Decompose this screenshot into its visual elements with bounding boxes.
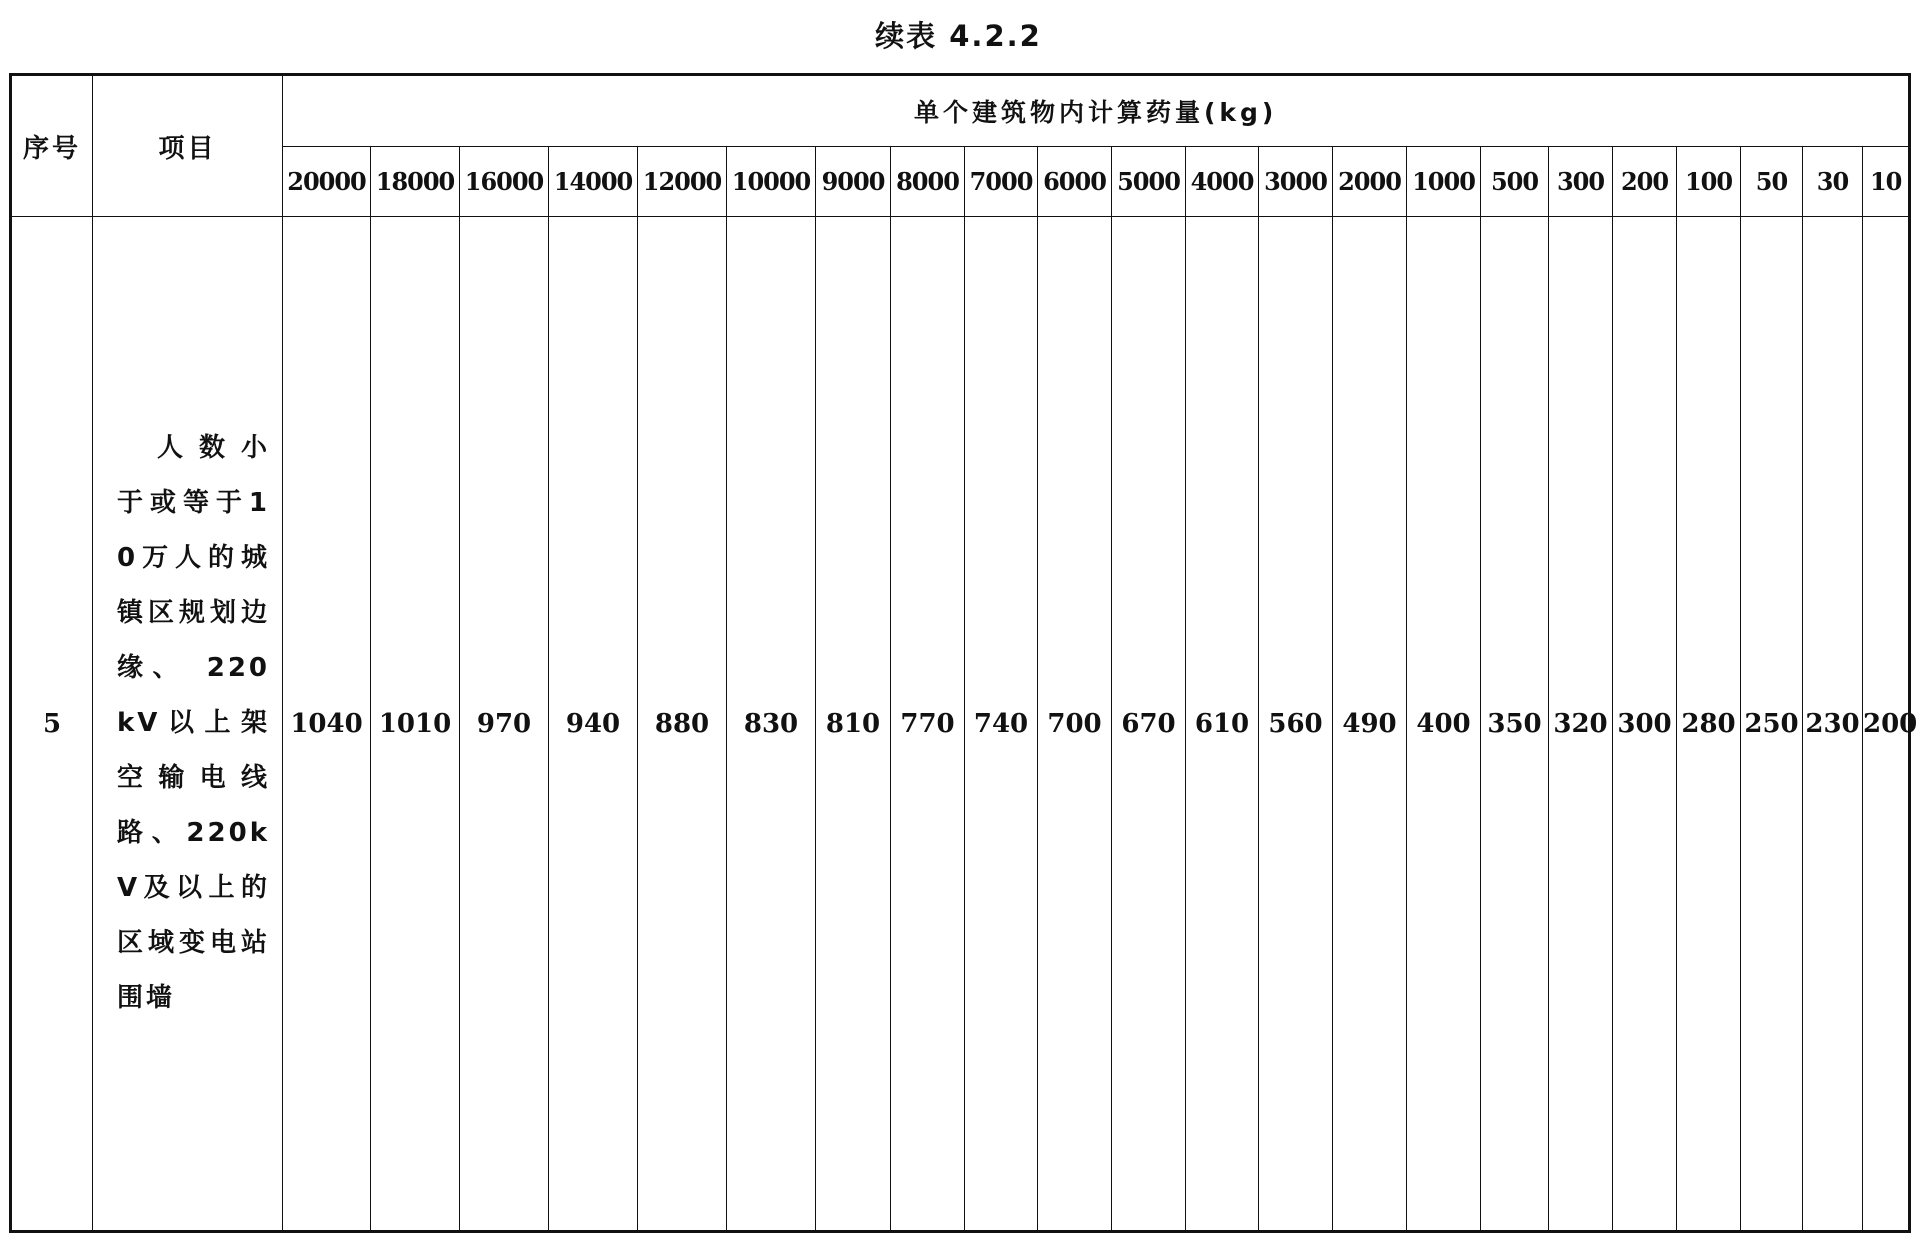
distance-value-cell: 830 bbox=[727, 217, 816, 1232]
item-cell bbox=[93, 217, 283, 1232]
item-description: 人数小于或等于10万人的城镇区规划边缘、 220kV以上架空输电线路、220kV及以上的区域变电站围墙 bbox=[117, 433, 270, 1013]
quantity-header: 7000 bbox=[965, 147, 1038, 217]
quantity-header: 200 bbox=[1613, 147, 1677, 217]
distance-value-cell: 490 bbox=[1333, 217, 1407, 1232]
distance-value-cell: 1010 bbox=[371, 217, 460, 1232]
distance-value-cell: 970 bbox=[460, 217, 549, 1232]
quantity-header: 4000 bbox=[1186, 147, 1259, 217]
quantity-header: 6000 bbox=[1038, 147, 1112, 217]
distance-value-cell: 350 bbox=[1481, 217, 1549, 1232]
quantity-header: 16000 bbox=[460, 147, 549, 217]
quantity-header: 8000 bbox=[891, 147, 965, 217]
distance-value-cell: 770 bbox=[891, 217, 965, 1232]
quantity-header: 14000 bbox=[549, 147, 638, 217]
distance-value-cell: 280 bbox=[1677, 217, 1741, 1232]
quantity-header: 9000 bbox=[816, 147, 891, 217]
distance-value-cell: 560 bbox=[1259, 217, 1333, 1232]
distance-table bbox=[9, 73, 1917, 1233]
quantity-header: 500 bbox=[1481, 147, 1549, 217]
distance-value-cell: 670 bbox=[1112, 217, 1186, 1232]
serial-cell: 5 bbox=[11, 217, 93, 1232]
serial-header: 序号 bbox=[11, 75, 93, 217]
table-title: 续表 4.2.2 bbox=[875, 19, 1042, 53]
distance-value-cell: 320 bbox=[1549, 217, 1613, 1232]
distance-value-cell: 230 bbox=[1803, 217, 1863, 1232]
distance-value-cell: 610 bbox=[1186, 217, 1259, 1232]
quantity-group-header: 单个建筑物内计算药量(kg) bbox=[283, 75, 1910, 147]
quantity-header: 3000 bbox=[1259, 147, 1333, 217]
quantity-header: 1000 bbox=[1407, 147, 1481, 217]
header-row-1 bbox=[11, 75, 1910, 147]
quantity-header: 20000 bbox=[283, 147, 371, 217]
distance-value-cell: 300 bbox=[1613, 217, 1677, 1232]
quantity-header: 100 bbox=[1677, 147, 1741, 217]
table-row bbox=[11, 217, 1910, 1232]
quantity-header: 30 bbox=[1803, 147, 1863, 217]
quantity-header: 300 bbox=[1549, 147, 1613, 217]
header-row-2 bbox=[11, 147, 1910, 217]
quantity-header: 10000 bbox=[727, 147, 816, 217]
quantity-header: 5000 bbox=[1112, 147, 1186, 217]
item-header: 项目 bbox=[93, 75, 283, 217]
distance-value-cell: 700 bbox=[1038, 217, 1112, 1232]
distance-value-cell: 740 bbox=[965, 217, 1038, 1232]
distance-value-cell: 250 bbox=[1741, 217, 1803, 1232]
distance-value-cell: 200 bbox=[1863, 217, 1910, 1232]
distance-value-cell: 940 bbox=[549, 217, 638, 1232]
distance-value-cell: 880 bbox=[638, 217, 727, 1232]
quantity-header: 12000 bbox=[638, 147, 727, 217]
quantity-header: 10 bbox=[1863, 147, 1910, 217]
distance-value-cell: 1040 bbox=[283, 217, 371, 1232]
quantity-header: 50 bbox=[1741, 147, 1803, 217]
distance-value-cell: 810 bbox=[816, 217, 891, 1232]
quantity-header: 2000 bbox=[1333, 147, 1407, 217]
distance-value-cell: 400 bbox=[1407, 217, 1481, 1232]
quantity-header: 18000 bbox=[371, 147, 460, 217]
